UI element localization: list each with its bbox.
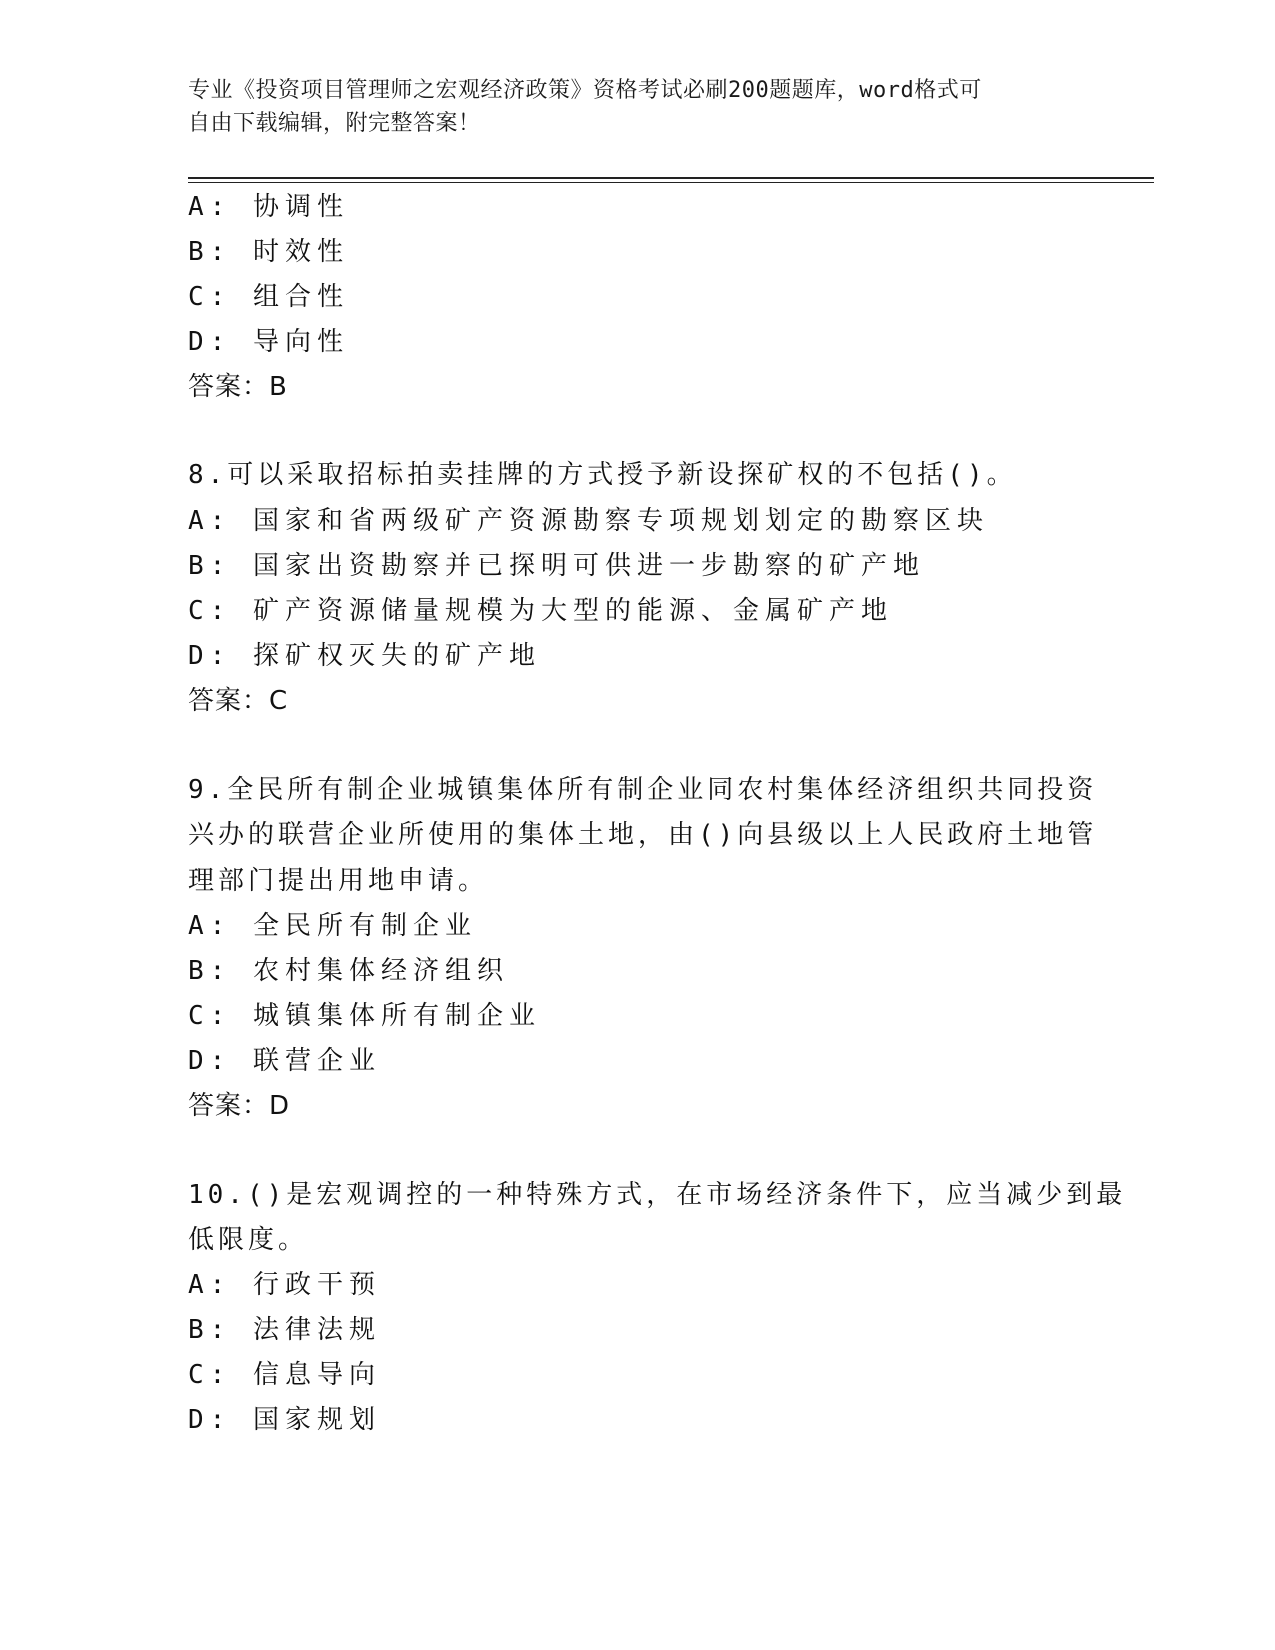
header-divider [188,177,1154,179]
q9-stem-line-3: 理部门提出用地申请。 [188,866,489,896]
q9-stem-line-1: 9.全民所有制企业城镇集体所有制企业同农村集体经济组织共同投资 [188,775,1098,805]
header-divider-thin [188,182,1154,183]
q8-option-c: C: 矿产资源储量规模为大型的能源、金属矿产地 [188,596,893,626]
header-line-1: 专业《投资项目管理师之宏观经济政策》资格考试必刷200题题库，word格式可 [188,78,982,103]
q8-option-a: A: 国家和省两级矿产资源勘察专项规划划定的勘察区块 [188,506,989,536]
q7-answer: 答案：B [188,372,288,402]
q8-option-b: B: 国家出资勘察并已探明可供进一步勘察的矿产地 [188,551,925,581]
document-header [188,74,1068,140]
q9-option-c: C: 城镇集体所有制企业 [188,1001,541,1031]
q10-option-d: D: 国家规划 [188,1405,381,1435]
header-line-2: 自由下载编辑，附完整答案！ [188,111,481,136]
q9-option-b: B: 农村集体经济组织 [188,956,509,986]
q9-option-a: A: 全民所有制企业 [188,911,477,941]
q10-option-c: C: 信息导向 [188,1360,381,1390]
q7-option-b: B: 时效性 [188,237,349,267]
q8-option-d: D: 探矿权灭失的矿产地 [188,641,541,671]
q10-option-b: B: 法律法规 [188,1315,381,1345]
q10-option-a: A: 行政干预 [188,1270,381,1300]
q9-option-d: D: 联营企业 [188,1046,381,1076]
q9-answer: 答案：D [188,1091,291,1121]
q7-option-c: C: 组合性 [188,282,349,312]
q7-option-a: A: 协调性 [188,192,349,222]
q9-stem-line-2: 兴办的联营企业所使用的集体土地，由()向县级以上人民政府土地管 [188,820,1098,850]
q7-option-d: D: 导向性 [188,327,349,357]
q8-stem-line-1: 8.可以采取招标拍卖挂牌的方式授予新设探矿权的不包括()。 [188,460,1017,490]
q10-stem-line-2: 低限度。 [188,1225,309,1255]
q10-stem-line-1: 10.()是宏观调控的一种特殊方式，在市场经济条件下，应当减少到最 [188,1180,1127,1210]
q8-answer: 答案：C [188,686,289,716]
